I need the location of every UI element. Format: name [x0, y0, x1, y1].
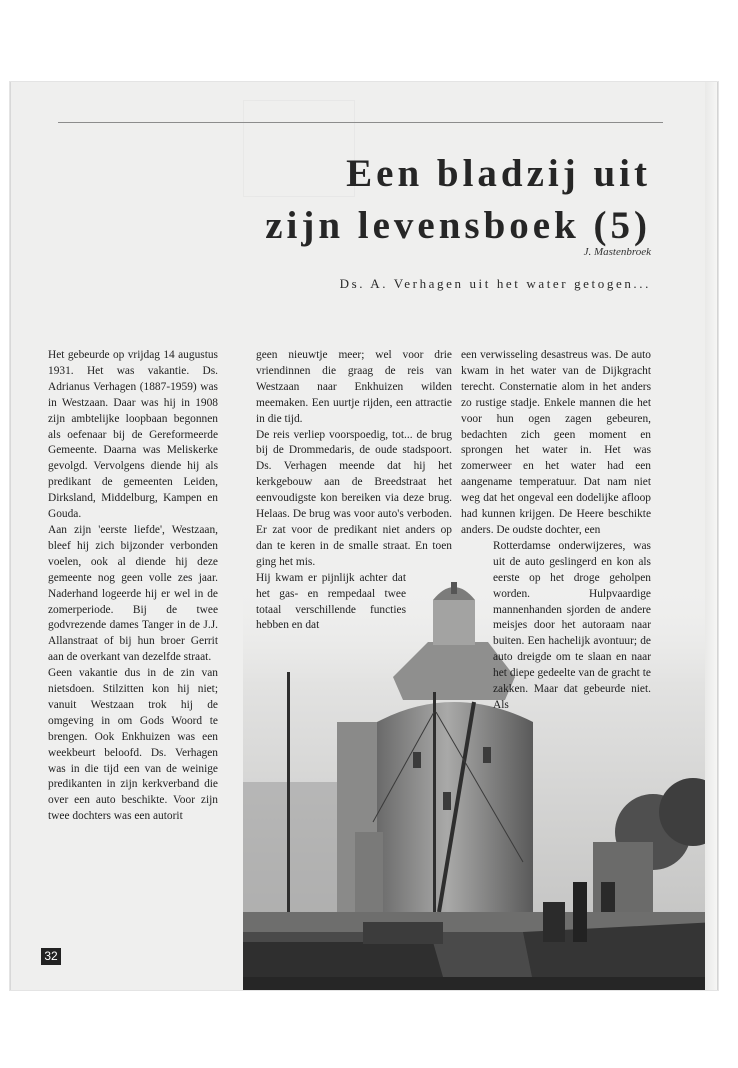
paragraph: Hij kwam er pijnlijk achter dat het gas- en rempedaal twee totaal verschillende functies hebben en dat: [256, 571, 406, 632]
paragraph: een verwisseling desastreus was. De auto kwam in het water van de Dijkgracht terecht. Consternatie alom in het anders zo rustige stadje. Enkele mannen die het voor hun ogen zagen gebeuren, bedachten zich geen moment en sprongen het water in. Het was zomerweer en het water had een aangename temperatuur. Dat nam niet weg dat het ongeval een dodelijke afloop had kunnen krijgen. De Heere beschikte anders. De oudste dochter, een: [461, 349, 651, 536]
paragraph: De reis verliep voorspoedig, tot... de brug bij de Drommedaris, de oude stadspoort. Ds. Verhagen meende dat hij het kerkgebouw aan de Breedstraat het eenvoudigste kon bereiken via deze brug. Helaas. De brug was voor auto's verboden. Er zat voor de predikant niet anders op dan te keren in de smalle straat. En toen ging het mis.: [256, 428, 452, 568]
page-edge: [705, 82, 717, 990]
title-line-2: zijn levensboek (5): [265, 204, 651, 247]
article-subtitle: Ds. A. Verhagen uit het water getogen...: [339, 276, 651, 291]
paragraph: Aan zijn 'eerste liefde', Westzaan, bleef hij zich bijzonder verbonden voelen, ook al diende hij deze gemeente nog geen volle zes jaar. Naderhand logeerde hij er wel in de zomerperiode. Bij de twee godvrezende dames Tanger in de J.J. Allanstraat of bij hun broer Gerrit aan de overkant van dezelfde straat.: [48, 523, 218, 664]
page-number: 32: [41, 948, 61, 965]
header-rule: [58, 122, 663, 123]
title-line-1: Een bladzij uit: [346, 152, 651, 195]
paragraph: geen nieuwtje meer; wel voor drie vriendinnen die graag de reis van Westzaan naar Enkhuizen wilden meemaken. Een uurtje rijden, een attractie in die tijd.: [256, 349, 452, 425]
text-column-1: [48, 348, 218, 825]
magazine-page: [10, 82, 718, 990]
author-byline: J. Mastenbroek: [583, 246, 651, 258]
paragraph: Het gebeurde op vrijdag 14 augustus 1931. Het was vakantie. Ds. Adrianus Verhagen (1887-1959) was in Westzaan. Daar was hij in 1908 zijn ambtelijke loopbaan begonnen als oefenaar bij de Gereformeerde Gemeente. Daarna was Meliskerke gevolgd. Vervolgens diende hij als predikant de gemeenten Leiden, Dirksland, Middelburg, Kampen en Gouda.: [48, 349, 218, 521]
paragraph: Geen vakantie dus in de zin van nietsdoen. Stilzitten kon hij niet; vanuit Westzaan trok hij de omgeving in om Gods Woord te brengen. Ook Enkhuizen was een weekbeurt beloofd. Ds. Verhagen was in die tijd een van de weinige predikanten in zijn kerkverband die over een auto beschikte. Voor zijn twee dochters was een autorit: [48, 667, 218, 823]
text-column-3: [461, 348, 651, 714]
article-title: [265, 148, 651, 252]
text-column-2: [256, 348, 452, 634]
paragraph: Rotterdamse onderwijzeres, was uit de auto geslingerd en kon als eerste op het droge geholpen worden. Hulpvaardige mannenhanden sjorden de andere meisjes door het autoraam naar buiten. Een hachelijk avontuur; de auto dreigde om te slaan en naar het diepe gedeelte van de gracht te zakken. Maar dat gebeurde niet. Als: [493, 539, 651, 711]
